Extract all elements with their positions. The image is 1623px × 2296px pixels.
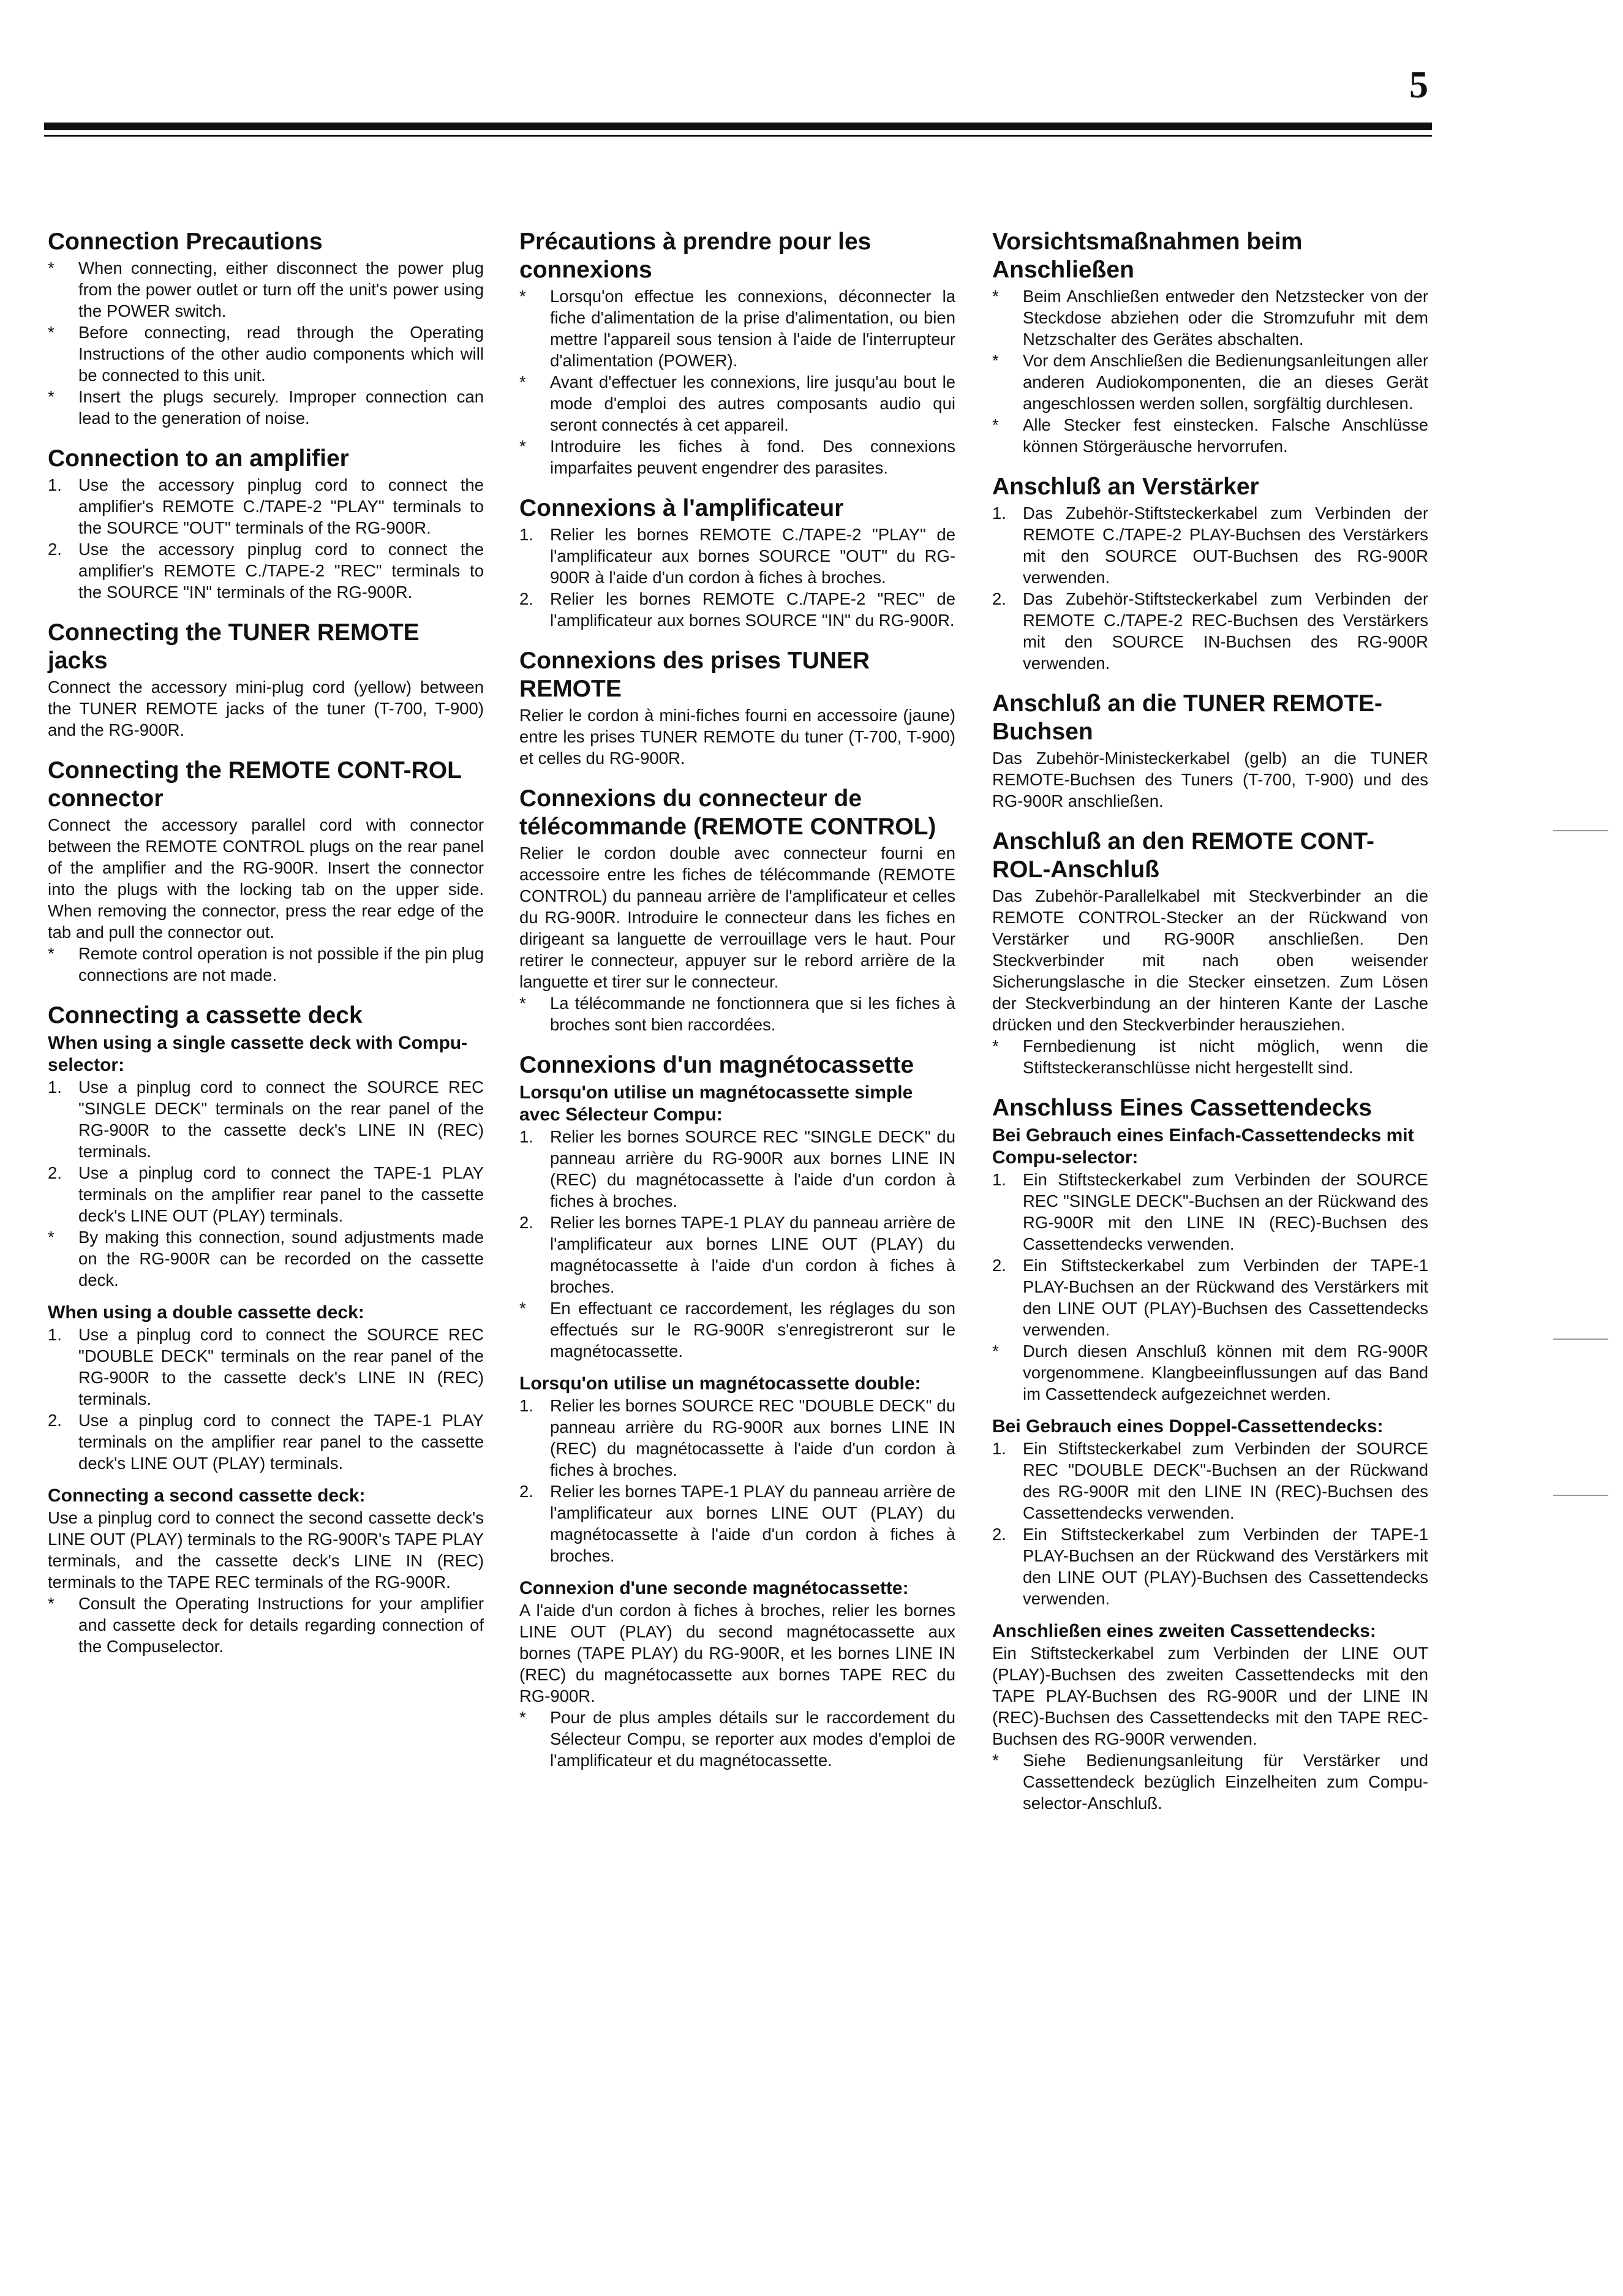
bullet-icon: * [992,1342,999,1361]
paragraph: Relier le cordon double avec connecteur fourni en accessoire entre les fiches de télécommande (REMOTE CONTROL) du panneau arrière de l'amplificateur et celles du RG-900R. Introduire le connecteur dans les fiches en dirigeant sa languette de verrouillage vers le haut. Pour retirer le connecteur, appuyer sur le rebord arrière de la languette et tirer sur le connecteur. [519,844,955,991]
note-list [48,1593,484,1657]
list-item-text: Use a pinplug cord to connect the TAPE-1 PLAY terminals on the amplifier rear panel to the cassette deck's LINE OUT (PLAY) terminals. [78,1411,484,1473]
list-item [519,588,955,631]
bullet-icon: * [519,287,526,306]
note-list [992,1035,1428,1078]
margin-mark [1553,1495,1608,1496]
list-item [992,1438,1428,1524]
list-number: 2. [48,1163,62,1182]
note-list [519,1707,955,1771]
list-item [519,524,955,588]
list-item-text: Relier les bornes REMOTE C./TAPE-2 "REC" de l'amplificateur aux bornes SOURCE "IN" du RG-900R. [550,589,955,630]
section [48,445,484,603]
list-number: 2. [48,1411,62,1430]
bullet-icon: * [48,387,55,406]
list-number: 2. [48,540,62,559]
bullet-icon: * [48,1594,55,1613]
list-item-text: Das Zubehör-Stiftsteckerkabel zum Verbinden der REMOTE C./TAPE-2 PLAY-Buchsen des Verstärkers mit den SOURCE OUT-Buchsen des RG-900R verwenden. [1023,504,1428,587]
list-item-text: Alle Stecker fest einstecken. Falsche Anschlüsse können Störgeräusche hervorrufen. [1023,415,1428,456]
list-item [48,474,484,538]
section [992,1094,1428,1814]
paragraph: Connect the accessory mini-plug cord (yellow) between the TUNER REMOTE jacks of the tuner (T-700, T-900) and the RG-900R. [48,678,484,739]
list-item [992,1255,1428,1340]
list-number: 2. [992,589,1006,608]
section [519,647,955,769]
subsection-heading: Anschließen eines zweiten Cassettendecks: [992,1621,1376,1641]
subsection-heading: When using a single cassette deck with Compu-selector: [48,1033,468,1075]
subsection-heading: Connexion d'une seconde magnétocassette: [519,1578,909,1598]
note-item [992,1750,1428,1814]
section [48,619,484,741]
section [519,1051,955,1771]
list-number: 1. [48,1078,62,1097]
note-item [48,322,484,386]
numbered-list [48,474,484,603]
list-item [519,1481,955,1566]
list-item-text: By making this connection, sound adjustments made on the RG-900R can be recorded on the cassette deck. [78,1228,484,1290]
list-item [48,1410,484,1474]
list-item-text: Use a pinplug cord to connect the SOURCE REC "SINGLE DECK" terminals on the rear panel of the RG-900R to the cassette deck's LINE IN (REC) terminals. [78,1078,484,1161]
note-item [48,943,484,986]
section [992,828,1428,1078]
list-item-text: Ein Stiftsteckerkabel zum Verbinden der SOURCE REC "SINGLE DECK"-Buchsen an der Rückwand des RG-900R mit den LINE IN (REC)-Buchsen des Cassettendecks verwenden. [1023,1170,1428,1253]
bullet-icon: * [992,415,999,434]
list-item-text: Pour de plus amples détails sur le raccordement du Sélecteur Compu, se reporter aux modes d'emploi de l'amplificateur et du magnétocassette. [550,1708,955,1770]
list-item-text: En effectuant ce raccordement, les réglages du son effectués sur le RG-900R s'enregistreront sur le magnétocassette. [550,1299,955,1361]
note-item [519,1297,955,1362]
list-item-text: Relier les bornes TAPE-1 PLAY du panneau arrière de l'amplificateur aux bornes LINE OUT (PLAY) du magnétocassette à l'aide d'un cordon à fiches à broches. [550,1213,955,1296]
section-heading: Anschluß an die TUNER REMOTE-Buchsen [992,690,1383,745]
list-item [992,1169,1428,1255]
section-heading: Vorsichtsmaßnahmen beim Anschließen [992,228,1303,283]
list-number: 1. [48,1325,62,1344]
note-item [992,350,1428,414]
numbered-list [48,1076,484,1226]
bullet-icon: * [48,1228,55,1247]
note-item [48,386,484,429]
list-item [519,1126,955,1212]
section-heading: Connexions à l'amplificateur [519,495,844,521]
header-rule-thick [44,123,1432,130]
list-item [48,1076,484,1162]
note-item [992,285,1428,350]
section [992,228,1428,457]
bullet-icon: * [992,1037,999,1055]
list-item [992,1524,1428,1609]
note-list [48,943,484,986]
column-german [992,228,1428,1814]
section [992,690,1428,812]
list-item-text: Das Zubehör-Stiftsteckerkabel zum Verbinden der REMOTE C./TAPE-2 REC-Buchsen des Verstärkers mit den SOURCE IN-Buchsen des RG-900R verwenden. [1023,589,1428,673]
paragraph: Ein Stiftsteckerkabel zum Verbinden der LINE OUT (PLAY)-Buchsen des zweiten Cassettendecks mit den TAPE PLAY-Buchsen des RG-900R und der LINE IN (REC)-Buchsen des Cassettendecks mit den TAPE REC-Buchsen des RG-900R verwenden. [992,1644,1428,1748]
section [48,1002,484,1657]
section [48,757,484,986]
section-heading: Anschluss Eines Cassettendecks [992,1095,1372,1121]
numbered-list [519,1395,955,1566]
bullet-icon: * [992,1751,999,1770]
list-item-text: La télécommande ne fonctionnera que si les fiches à broches sont bien raccordées. [550,994,955,1034]
list-number: 1. [519,1396,533,1415]
note-item [48,1593,484,1657]
paragraph: Use a pinplug cord to connect the second cassette deck's LINE OUT (PLAY) terminals to the RG-900R's TAPE PLAY terminals, and the cassette deck's LINE IN (REC) terminals to the TAPE REC terminals of the RG-900R. [48,1508,484,1592]
list-number: 2. [519,1213,533,1232]
list-number: 1. [992,504,1006,523]
list-item-text: When connecting, either disconnect the power plug from the power outlet or turn off the unit's power using the POWER switch. [78,259,484,320]
list-item-text: Relier les bornes SOURCE REC "SINGLE DECK" du panneau arrière du RG-900R aux bornes LINE IN (REC) du magnétocassette à l'aide d'un cordon à fiches à broches. [550,1127,955,1210]
section-heading: Connexions du connecteur de télécommande (REMOTE CONTROL) [519,785,936,840]
section-heading: Anschluß an Verstärker [992,474,1259,500]
section-heading: Connexions d'un magnétocassette [519,1052,914,1078]
list-item-text: Ein Stiftsteckerkabel zum Verbinden der SOURCE REC "DOUBLE DECK"-Buchsen an der Rückwand des RG-900R mit den LINE IN (REC)-Buchsen des Cassettendecks verwenden. [1023,1439,1428,1522]
subsection-heading: When using a double cassette deck: [48,1302,364,1323]
list-item-text: Vor dem Anschließen die Bedienungsanleitungen aller anderen Audiokomponenten, die an dieses Gerät angeschlossen werden sollen, sorgfältig durchlesen. [1023,351,1428,413]
list-item-text: Remote control operation is not possible if the pin plug connections are not made. [78,944,484,984]
bullet-icon: * [519,437,526,456]
numbered-list [519,1126,955,1297]
section [519,785,955,1035]
list-item [48,1324,484,1410]
section [519,494,955,631]
bullet-icon: * [992,351,999,370]
paragraph: Das Zubehör-Parallelkabel mit Steckverbinder an die REMOTE CONTROL-Stecker an der Rückwand von Verstärker und RG-900R anschließen. Den Steckverbinder mit nach oben weisender Sicherungslasche in die Stecker einsetzen. Zum Lösen der Steckverbindung an der hinteren Kante der Lasche drücken und den Steckverbinder herausziehen. [992,886,1428,1034]
bullet-icon: * [519,994,526,1013]
paragraph: Relier le cordon à mini-fiches fourni en accessoire (jaune) entre les prises TUNER REMOTE du tuner (T-700, T-900) et celles du RG-900R. [519,706,955,768]
note-item [519,992,955,1035]
bullet-icon: * [48,323,55,342]
bullet-icon: * [992,287,999,306]
note-item [992,1340,1428,1405]
note-item [519,1707,955,1771]
numbered-list [519,524,955,631]
paragraph: A l'aide d'un cordon à fiches à broches, relier les bornes LINE OUT (PLAY) du second magnétocassette aux bornes (TAPE PLAY) du RG-900R, et les bornes LINE IN (REC) du magnétocassette aux bornes TAPE REC du RG-900R. [519,1601,955,1705]
section-heading: Connexions des prises TUNER REMOTE [519,648,870,702]
subsection-heading: Lorsqu'on utilise un magnétocassette double: [519,1373,921,1394]
note-list [48,1226,484,1291]
subsection-heading: Connecting a second cassette deck: [48,1486,366,1506]
list-item-text: Fernbedienung ist nicht möglich, wenn die Stiftsteckeranschlüsse nicht hergestellt sind. [1023,1037,1428,1077]
note-item [519,371,955,436]
list-item [48,538,484,603]
section-heading: Connection to an amplifier [48,445,349,472]
margin-mark [1553,1339,1608,1340]
section [519,228,955,478]
section [992,473,1428,674]
list-item-text: Relier les bornes REMOTE C./TAPE-2 "PLAY" de l'amplificateur aux bornes SOURCE "OUT" du RG-900R à l'aide d'un cordon à fiches à broches. [550,525,955,587]
list-item-text: Ein Stiftsteckerkabel zum Verbinden der TAPE-1 PLAY-Buchsen an der Rückwand des Verstärkers mit den LINE OUT (PLAY)-Buchsen des Cassettendecks verwenden. [1023,1525,1428,1608]
section-heading: Connecting the REMOTE CONT-ROL connector [48,757,462,812]
list-item-text: Relier les bornes SOURCE REC "DOUBLE DECK" du panneau arrière du RG-900R aux bornes LINE IN (REC) du magnétocassette à l'aide d'un cordon à fiches à broches. [550,1396,955,1479]
paragraph: Das Zubehör-Ministeckerkabel (gelb) an die TUNER REMOTE-Buchsen des Tuners (T-700, T-900) und des RG-900R anschließen. [992,749,1428,810]
note-list [519,285,955,478]
bullet-icon: * [519,1299,526,1318]
page-number: 5 [1409,64,1428,106]
list-item-text: Use the accessory pinplug cord to connect the amplifier's REMOTE C./TAPE-2 "PLAY" terminals to the SOURCE "OUT" terminals of the RG-900R. [78,475,484,537]
list-item-text: Introduire les fiches à fond. Des connexions imparfaites peuvent engendrer des parasites. [550,437,955,477]
section-heading: Connecting a cassette deck [48,1002,363,1029]
subsection-heading: Bei Gebrauch eines Einfach-Cassettendecks mit Compu-selector: [992,1125,1414,1168]
section-heading: Précautions à prendre pour les connexions [519,228,872,283]
numbered-list [992,1438,1428,1609]
list-item-text: Siehe Bedienungsanleitung für Verstärker und Cassettendeck bezüglich Einzelheiten zum Compu-selector-Anschluß. [1023,1751,1428,1813]
column-french [519,228,955,1771]
note-item [992,414,1428,457]
note-list [519,1297,955,1362]
section-heading: Connecting the TUNER REMOTE jacks [48,619,420,674]
note-list [992,1750,1428,1814]
list-number: 2. [992,1256,1006,1275]
subsection-heading: Lorsqu'on utilise un magnétocassette simple avec Sélecteur Compu: [519,1082,913,1125]
list-item [992,502,1428,588]
list-item-text: Use a pinplug cord to connect the SOURCE REC "DOUBLE DECK" terminals on the rear panel of the RG-900R to the cassette deck's LINE IN (REC) terminals. [78,1325,484,1408]
list-number: 2. [519,1482,533,1501]
list-item [48,1162,484,1226]
list-item-text: Lorsqu'on effectue les connexions, déconnecter la fiche d'alimentation de la prise d'alimentation, ou bien mettre l'appareil sous tension à l'aide de l'interrupteur d'alimentation (POWER). [550,287,955,370]
paragraph: Connect the accessory parallel cord with connector between the REMOTE CONTROL plugs on the rear panel of the amplifier and the RG-900R. Insert the connector into the plugs with the locking tab on the upper side. When removing the connector, press the rear edge of the tab and pull the connector out. [48,815,484,942]
list-number: 1. [992,1439,1006,1458]
bullet-icon: * [519,1708,526,1727]
section [48,228,484,429]
bullet-icon: * [519,372,526,391]
list-item-text: Use the accessory pinplug cord to connect the amplifier's REMOTE C./TAPE-2 "REC" terminals to the SOURCE "IN" terminals of the RG-900R. [78,540,484,602]
note-item [48,1226,484,1291]
list-item-text: Avant d'effectuer les connexions, lire jusqu'au bout le mode d'emploi des autres composants audio qui seront connectés à cet appareil. [550,372,955,434]
section-heading: Connection Precautions [48,228,323,255]
list-number: 1. [519,525,533,544]
list-number: 2. [519,589,533,608]
bullet-icon: * [48,944,55,963]
bullet-icon: * [48,259,55,278]
list-item [519,1212,955,1297]
list-item [519,1395,955,1481]
numbered-list [48,1324,484,1474]
note-item [48,257,484,322]
note-item [519,285,955,371]
numbered-list [992,502,1428,674]
list-item-text: Use a pinplug cord to connect the TAPE-1 PLAY terminals on the amplifier rear panel to the cassette deck's LINE OUT (PLAY) terminals. [78,1163,484,1225]
header-rule-thin [44,135,1432,137]
list-number: 1. [48,475,62,494]
list-item-text: Durch diesen Anschluß können mit dem RG-900R vorgenommene. Klangbeeinflussungen auf das Band im Cassettendeck aufgezeichnet werden. [1023,1342,1428,1403]
list-item-text: Before connecting, read through the Operating Instructions of the other audio components which will be connected to this unit. [78,323,484,385]
list-item-text: Beim Anschließen entweder den Netzstecker von der Steckdose abziehen oder die Stromzufuhr mit dem Netzschalter des Gerätes abschalten. [1023,287,1428,349]
numbered-list [992,1169,1428,1340]
list-item-text: Consult the Operating Instructions for your amplifier and cassette deck for details regarding connection of the Compuselector. [78,1594,484,1656]
note-list [48,257,484,429]
list-number: 1. [519,1127,533,1146]
list-number: 2. [992,1525,1006,1544]
note-item [519,436,955,478]
list-item-text: Insert the plugs securely. Improper connection can lead to the generation of noise. [78,387,484,428]
note-item [992,1035,1428,1078]
note-list [992,285,1428,457]
section-heading: Anschluß an den REMOTE CONT-ROL-Anschluß [992,828,1375,883]
list-item-text: Relier les bornes TAPE-1 PLAY du panneau arrière de l'amplificateur aux bornes LINE OUT (PLAY) du magnétocassette à l'aide d'un cordon à fiches à broches. [550,1482,955,1565]
note-list [992,1340,1428,1405]
note-list [519,992,955,1035]
list-number: 1. [992,1170,1006,1189]
list-item [992,588,1428,674]
subsection-heading: Bei Gebrauch eines Doppel-Cassettendecks: [992,1416,1384,1437]
list-item-text: Ein Stiftsteckerkabel zum Verbinden der TAPE-1 PLAY-Buchsen an der Rückwand des Verstärkers mit den LINE OUT (PLAY)-Buchsen des Cassettendecks verwenden. [1023,1256,1428,1339]
margin-mark [1553,830,1608,831]
column-english [48,228,484,1657]
